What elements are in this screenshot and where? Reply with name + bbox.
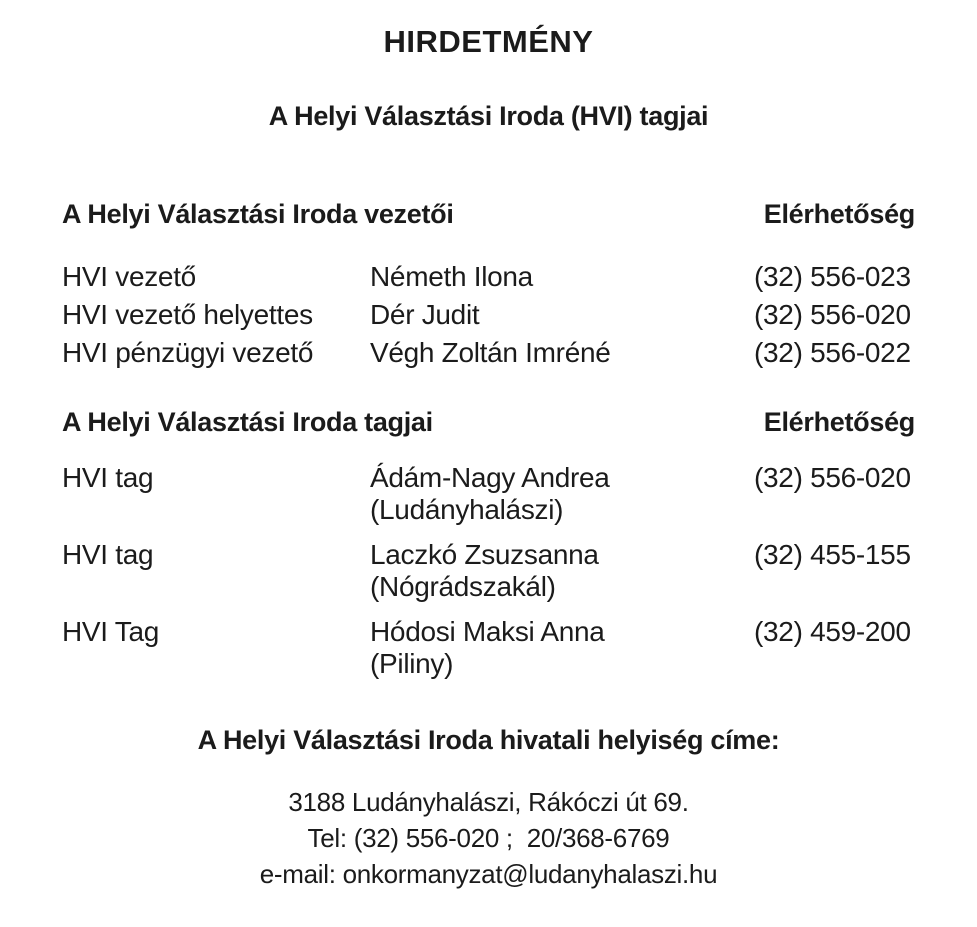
office-address-heading: A Helyi Választási Iroda hivatali helyiség címe:: [197, 725, 780, 755]
phone-cell: (32) 556-020: [754, 299, 911, 330]
phone-cell: (32) 556-022: [754, 337, 911, 368]
table-row: [62, 462, 915, 526]
table-row: [62, 616, 915, 680]
name-cell: [370, 539, 754, 603]
phone-cell: (32) 455-155: [754, 539, 911, 570]
name-cell: [370, 616, 754, 680]
role-cell: HVI Tag: [62, 616, 159, 647]
table-row: [62, 296, 915, 334]
role-cell: HVI tag: [62, 539, 154, 570]
table-row: [62, 334, 915, 372]
office-phone-line: Tel: (32) 556-020 ; 20/368-6769: [307, 823, 670, 853]
document-title: HIRDETMÉNY: [383, 24, 594, 59]
role-cell: HVI vezető: [62, 261, 196, 292]
name-cell: Végh Zoltán Imréné: [370, 337, 611, 368]
table-row: [62, 539, 915, 603]
leaders-table: [62, 258, 915, 372]
office-address: 3188 Ludányhalászi, Rákóczi út 69.: [288, 787, 689, 817]
member-locality: (Ludányhalászi): [370, 494, 564, 525]
member-locality: (Nógrádszakál): [370, 571, 556, 602]
member-name: Laczkó Zsuzsanna: [370, 539, 599, 570]
name-cell: Németh Ilona: [370, 261, 533, 292]
office-email-line: e-mail: onkormanyzat@ludanyhalaszi.hu: [259, 859, 718, 889]
name-cell: Dér Judit: [370, 299, 480, 330]
members-table: [62, 462, 915, 680]
member-name: Ádám-Nagy Andrea: [370, 462, 610, 493]
document-subtitle: A Helyi Választási Iroda (HVI) tagjai: [268, 101, 709, 131]
section-header-members: [62, 406, 915, 438]
phone-cell: (32) 556-020: [754, 462, 911, 493]
role-cell: HVI pénzügyi vezető: [62, 337, 314, 368]
member-name: Hódosi Maksi Anna: [370, 616, 605, 647]
section-header-leaders: [62, 198, 915, 230]
table-row: [62, 258, 915, 296]
role-cell: HVI tag: [62, 462, 154, 493]
contact-column-header: Elérhetőség: [763, 407, 915, 437]
section-heading: A Helyi Választási Iroda vezetői: [62, 199, 454, 229]
member-locality: (Piliny): [370, 648, 454, 679]
phone-cell: (32) 556-023: [754, 261, 911, 292]
section-heading: A Helyi Választási Iroda tagjai: [62, 407, 433, 437]
phone-cell: (32) 459-200: [754, 616, 911, 647]
name-cell: [370, 462, 754, 526]
contact-column-header: Elérhetőség: [763, 199, 915, 229]
role-cell: HVI vezető helyettes: [62, 299, 313, 330]
